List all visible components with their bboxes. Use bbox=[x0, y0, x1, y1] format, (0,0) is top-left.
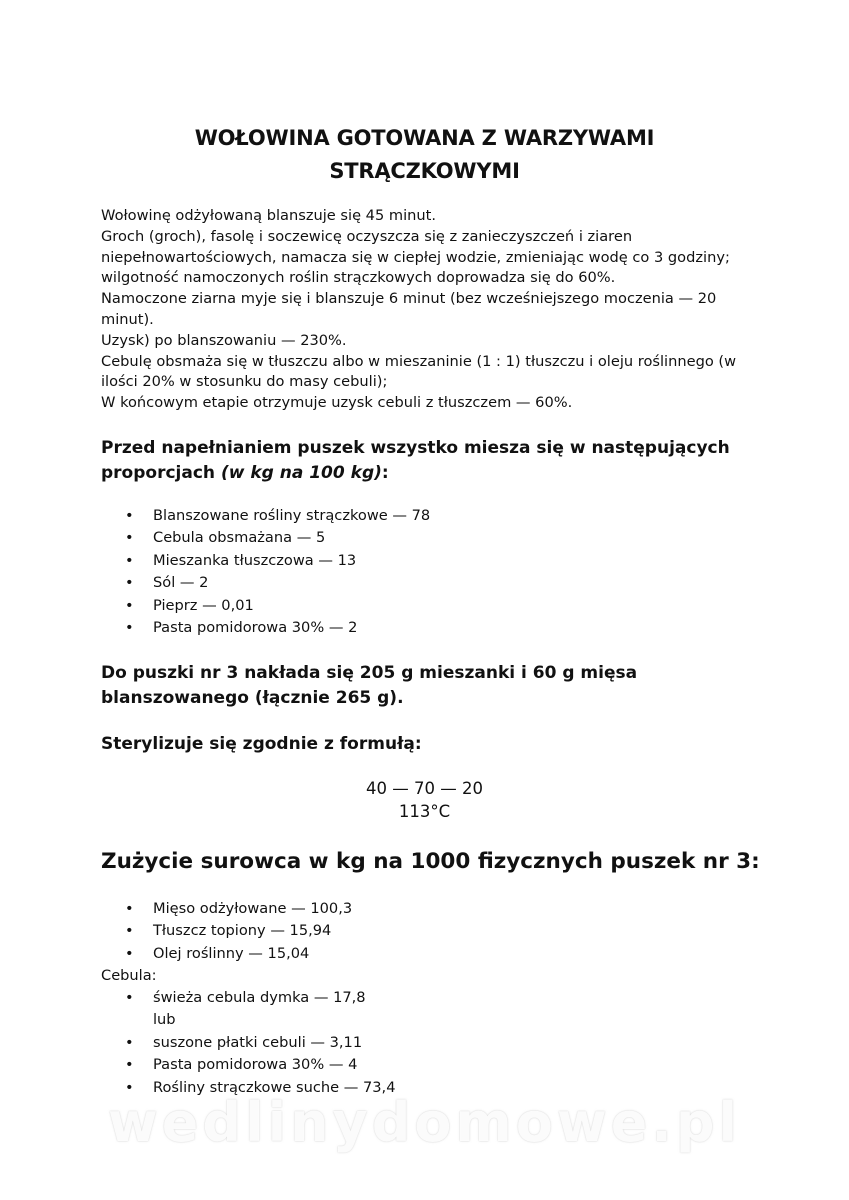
list-item: • Pasta pomidorowa 30% — 2 bbox=[101, 617, 701, 639]
list-item: • Pasta pomidorowa 30% — 4 bbox=[101, 1054, 701, 1076]
title-line-1: WOŁOWINA GOTOWANA Z WARZYWAMI bbox=[194, 126, 655, 150]
sterilization-heading: Sterylizuje się zgodnie z formułą: bbox=[101, 734, 422, 754]
formula-temperature: 113°C bbox=[398, 802, 451, 821]
can-filling-text bbox=[101, 661, 761, 711]
list-item: • Tłuszcz topiony — 15,94 bbox=[101, 920, 701, 942]
list-item: • świeża cebula dymka — 17,8 bbox=[101, 987, 701, 1009]
onion-list bbox=[101, 987, 701, 1099]
mix-heading-suffix: : bbox=[381, 463, 389, 483]
list-item: • Mięso odżyłowane — 100,3 bbox=[101, 898, 701, 920]
list-item: • Pieprz — 0,01 bbox=[101, 595, 701, 617]
intro-line: Cebulę obsmaża się w tłuszczu albo w mieszaninie (1 : 1) tłuszczu i oleju roślinnego (w ilości 20% w stosunku do masy cebuli); bbox=[101, 352, 737, 391]
mix-list bbox=[101, 505, 701, 639]
consumption-heading: Zużycie surowca w kg na 1000 fizycznych puszek nr 3: bbox=[101, 849, 760, 874]
intro-line: Namoczone ziarna myje się i blanszuje 6 minut (bez wcześniejszego moczenia — 20 minut). bbox=[101, 290, 717, 328]
title-line-2: STRĄCZKOWYMI bbox=[329, 159, 520, 183]
list-item: • Blanszowane rośliny strączkowe — 78 bbox=[101, 505, 701, 527]
list-item: • Sól — 2 bbox=[101, 572, 701, 594]
formula-values: 40 — 70 — 20 bbox=[366, 779, 483, 798]
list-item-or: lub bbox=[153, 1011, 176, 1029]
can-filling-line: Do puszki nr 3 nakłada się 205 g mieszanki i 60 g mięsa blanszowanego (łącznie 265 g). bbox=[101, 663, 638, 708]
document-title bbox=[0, 122, 849, 188]
intro-line: Uzysk) po blanszowaniu — 230%. bbox=[101, 331, 347, 349]
list-item: • Mieszanka tłuszczowa — 13 bbox=[101, 550, 701, 572]
watermark-text: wedlinydomowe.pl bbox=[107, 1091, 742, 1154]
intro-paragraphs bbox=[101, 206, 751, 414]
mix-heading-text: Przed napełnianiem puszek wszystko miesza się w następujących proporcjach bbox=[101, 438, 730, 483]
list-item: • suszone płatki cebuli — 3,11 bbox=[101, 1032, 701, 1054]
sterilization-formula bbox=[0, 777, 849, 823]
mix-heading-emphasis: (w kg na 100 kg) bbox=[220, 463, 382, 483]
mix-heading bbox=[101, 436, 761, 486]
list-item: • Cebula obsmażana — 5 bbox=[101, 527, 701, 549]
intro-line: Wołowinę odżyłowaną blanszuje się 45 minut. bbox=[101, 207, 437, 224]
intro-line: W końcowym etapie otrzymuje uzysk cebuli z tłuszczem — 60%. bbox=[101, 394, 573, 412]
intro-line: Groch (groch), fasolę i soczewicę oczyszcza się z zanieczyszczeń i ziaren niepełnowartościowych, namacza się w ciepłej wodzie, zmieniając wodę co 3 godziny; wilgotność namoczonych roślin strączkowych doprowadza się do 60%. bbox=[101, 227, 730, 287]
onion-label: Cebula: bbox=[101, 967, 157, 984]
list-item: • Rośliny strączkowe suche — 73,4 bbox=[101, 1077, 701, 1099]
list-item: • Olej roślinny — 15,04 bbox=[101, 943, 701, 965]
consumption-list bbox=[101, 898, 701, 965]
